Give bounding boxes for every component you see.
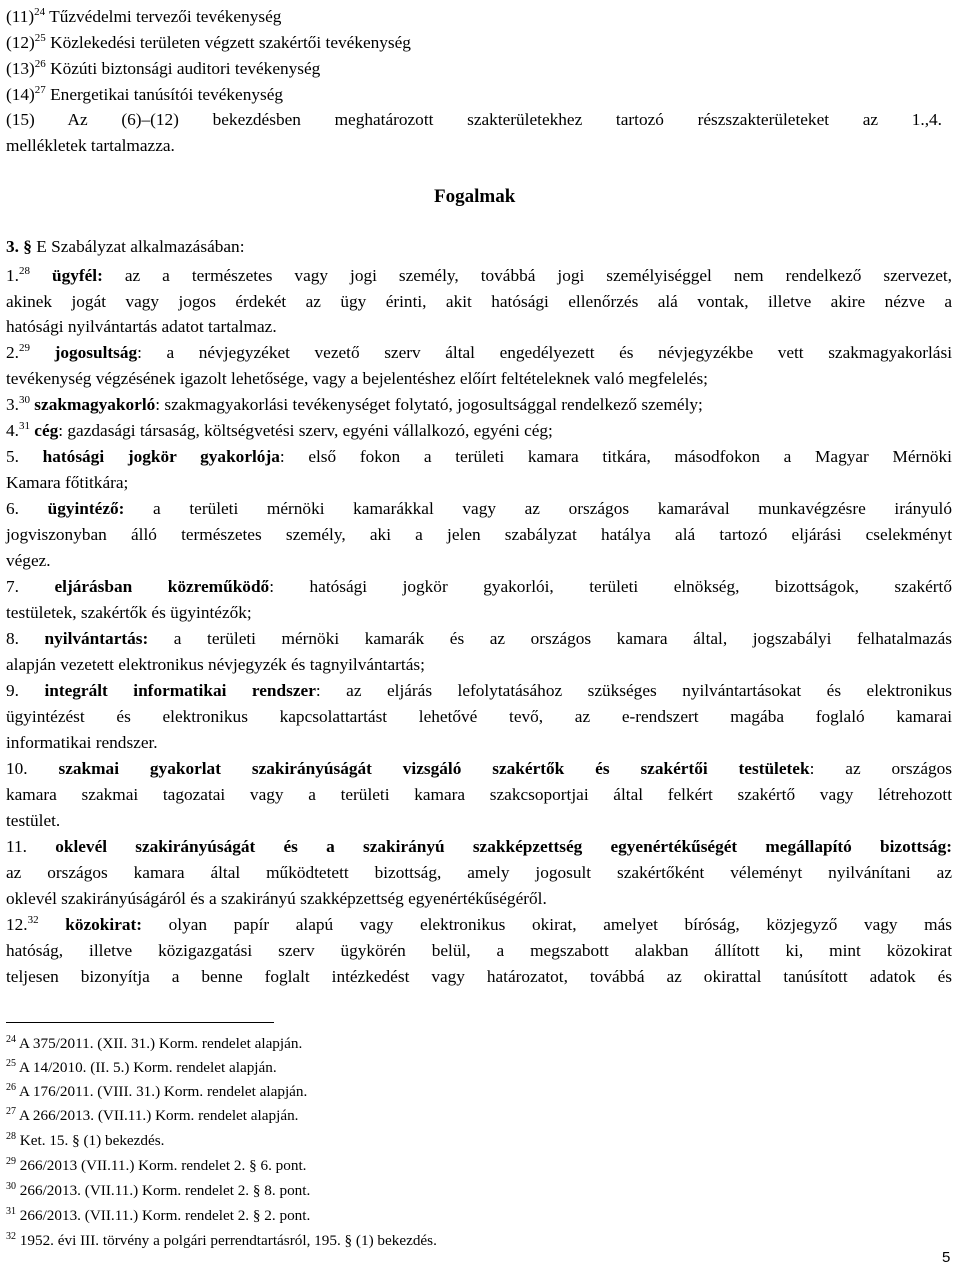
footnote: $^{30}$ 266/2013. (VII.11.) Korm. rendelet 2. § 8. pont.	[6, 1181, 311, 1199]
paragraph-line: (15) Az (6)–(12) bekezdésben meghatározott szakterületekhez tartozó részszakterületeket az 1.,4.	[6, 110, 942, 129]
section-title: 3. § E Szabályzat alkalmazásában:	[6, 237, 245, 256]
list-item: $(11)^{24}$ Tűzvédelmi tervezői tevékenység	[6, 6, 282, 26]
paragraph-line: mellékletek tartalmazza.	[6, 136, 175, 155]
definition-line: az országos kamara által működtetett bizottság, amely jogosult szakértőként véleményt nyilvánítani az	[6, 863, 952, 882]
definition-line: alapján vezetett elektronikus névjegyzék és tagnyilvántartás;	[6, 655, 425, 674]
definition-line: hatósági nyilvántartás adatot tartalmaz.	[6, 317, 277, 336]
definition-item: 10. szakmai gyakorlat szakirányúságát vizsgáló szakértők és szakértői testületek: az országos	[6, 759, 952, 778]
definition-line: kamara szakmai tagozatai vagy a területi kamara szakcsoportjai által felkért szakértő vagy létrehozott	[6, 785, 952, 804]
definition-item: 8. nyilvántartás: a területi mérnöki kamarák és az országos kamara által, jogszabályi felhatalmazás	[6, 629, 952, 648]
footnote: $^{29}$ 266/2013 (VII.11.) Korm. rendelet 2. § 6. pont.	[6, 1156, 307, 1174]
definition-line: testület.	[6, 811, 61, 830]
footnote-separator	[6, 1022, 274, 1023]
definition-item: 2.29 jogosultság: a névjegyzéket vezető szerv által engedélyezett és névjegyzékbe vett szakmagyakorlási	[6, 342, 952, 362]
definition-line: végez.	[6, 551, 51, 570]
definition-item: 9. integrált informatikai rendszer: az eljárás lefolytatásához szükséges nyilvántartásokat és elektronikus	[6, 681, 952, 700]
definition-item: 7. eljárásban közreműködő: hatósági jogkör gyakorlói, területi elnökség, bizottságok, szakértő	[6, 577, 953, 596]
list-item: $(12)^{25}$ Közlekedési területen végzett szakértői tevékenység	[6, 32, 411, 52]
footnote: $^{28}$ Ket. 15. § (1) bekezdés.	[6, 1131, 165, 1149]
definition-item: 12.32 közokirat: olyan papír alapú vagy elektronikus okirat, amelyet bíróság, közjegyző vagy más	[6, 914, 952, 934]
footnote: $^{26}$ A 176/2011. (VIII. 31.) Korm. rendelet alapján.	[6, 1082, 308, 1100]
definition-line: hatóság, illetve közigazgatási szerv ügykörén belül, a megszabott alakban állított ki, mint közokirat	[6, 941, 952, 960]
footnote: $^{31}$ 266/2013. (VII.11.) Korm. rendelet 2. § 2. pont.	[6, 1206, 311, 1224]
list-item: $(13)^{26}$ Közúti biztonsági auditori tevékenység	[6, 58, 321, 78]
definition-item: 5. hatósági jogkör gyakorlója: első fokon a területi kamara titkára, másodfokon a Magyar Mérnöki	[6, 447, 952, 466]
definition-item: 4.31 cég: gazdasági társaság, költségvetési szerv, egyéni vállalkozó, egyéni cég;	[6, 420, 553, 440]
definition-line: Kamara főtitkára;	[6, 473, 129, 492]
section-heading: Fogalmak	[434, 186, 516, 207]
definition-line: teljesen bizonyítja a benne foglalt intézkedést vagy határozatot, továbbá az okirattal tanúsított adatok és	[6, 967, 952, 986]
footnote: $^{27}$ A 266/2013. (VII.11.) Korm. rendelet alapján.	[6, 1106, 299, 1124]
definition-item: 1.28 ügyfél: az a természetes vagy jogi személy, továbbá jogi személyiséggel nem rendelkező szervezet,	[6, 265, 952, 285]
definition-line: jogviszonyban álló természetes személy, aki a jelen szabályzat hatálya alá tartozó eljárási cselekményt	[6, 525, 952, 544]
definition-item: 3.30 szakmagyakorló: szakmagyakorlási tevékenységet folytató, jogosultsággal rendelkező személy;	[6, 394, 703, 414]
footnote: $^{24}$ A 375/2011. (XII. 31.) Korm. rendelet alapján.	[6, 1034, 303, 1052]
page-number: 5	[942, 1249, 951, 1266]
footnote: $^{32}$ 1952. évi III. törvény a polgári perrendtartásról, 195. § (1) bekezdés.	[6, 1231, 437, 1249]
definition-line: tevékenység végzésének igazolt lehetősége, vagy a bejelentéshez előírt feltételeknek való megfelelés;	[6, 369, 708, 388]
definition-line: oklevél szakirányúságáról és a szakirányú szakképzettség egyenértékűségéről.	[6, 889, 547, 908]
list-item: $(14)^{27}$ Energetikai tanúsítói tevékenység	[6, 84, 284, 104]
definition-line: ügyintézést és elektronikus kapcsolattartást lehetővé tevő, az e-rendszert magába foglaló kamarai	[6, 707, 952, 726]
definition-item: 6. ügyintéző: a területi mérnöki kamarákkal vagy az országos kamarával munkavégzésre irányuló	[6, 499, 952, 518]
definition-item: 11. oklevél szakirányúságát és a szakirányú szakképzettség egyenértékűségét megállapító bizottság:	[6, 837, 953, 856]
definition-line: akinek jogát vagy jogos érdekét az ügy érinti, akit hatósági ellenőrzés alá vontak, illetve akire nézve a	[6, 292, 952, 311]
definition-line: informatikai rendszer.	[6, 733, 158, 752]
definition-line: testületek, szakértők és ügyintézők;	[6, 603, 252, 622]
footnote: $^{25}$ A 14/2010. (II. 5.) Korm. rendelet alapján.	[6, 1058, 277, 1076]
